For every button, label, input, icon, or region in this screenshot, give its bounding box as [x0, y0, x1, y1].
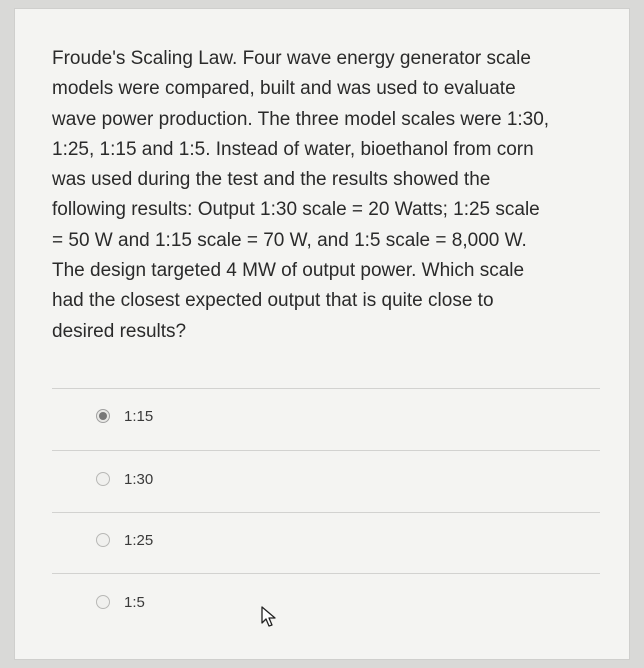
- option-label: 1:30: [124, 470, 154, 488]
- option-label: 1:5: [124, 593, 145, 611]
- divider: [52, 450, 600, 451]
- question-text: Froude's Scaling Law. Four wave energy generator scale models were compared, built and was used to evaluate wave power production. The three model scales were 1:30, 1:25, 1:15 and 1:5. Instead of water, bioethanol from corn was used during the test and the results showed the following results: Output 1:30 scale = 20 Watts; 1:25 scale = 50 W and 1:15 scale = 70 W, and 1:5 scale = 8,000 W. The design targeted 4 MW of output power. Which scale had the closest expected output that is quite close to desired results?: [52, 48, 550, 342]
- divider: [52, 512, 600, 513]
- option-label: 1:15: [124, 407, 154, 425]
- divider: [52, 573, 600, 574]
- radio-button[interactable]: [96, 472, 110, 486]
- option-1-25[interactable]: [96, 528, 153, 552]
- option-1-5[interactable]: [96, 590, 145, 614]
- option-1-30[interactable]: [96, 467, 153, 491]
- radio-button[interactable]: [96, 595, 110, 609]
- radio-button[interactable]: [96, 533, 110, 547]
- option-1-15[interactable]: [96, 404, 153, 428]
- divider: [52, 388, 600, 389]
- option-label: 1:25: [124, 531, 154, 549]
- radio-button-selected[interactable]: [96, 409, 110, 423]
- mouse-pointer-icon: [260, 606, 278, 628]
